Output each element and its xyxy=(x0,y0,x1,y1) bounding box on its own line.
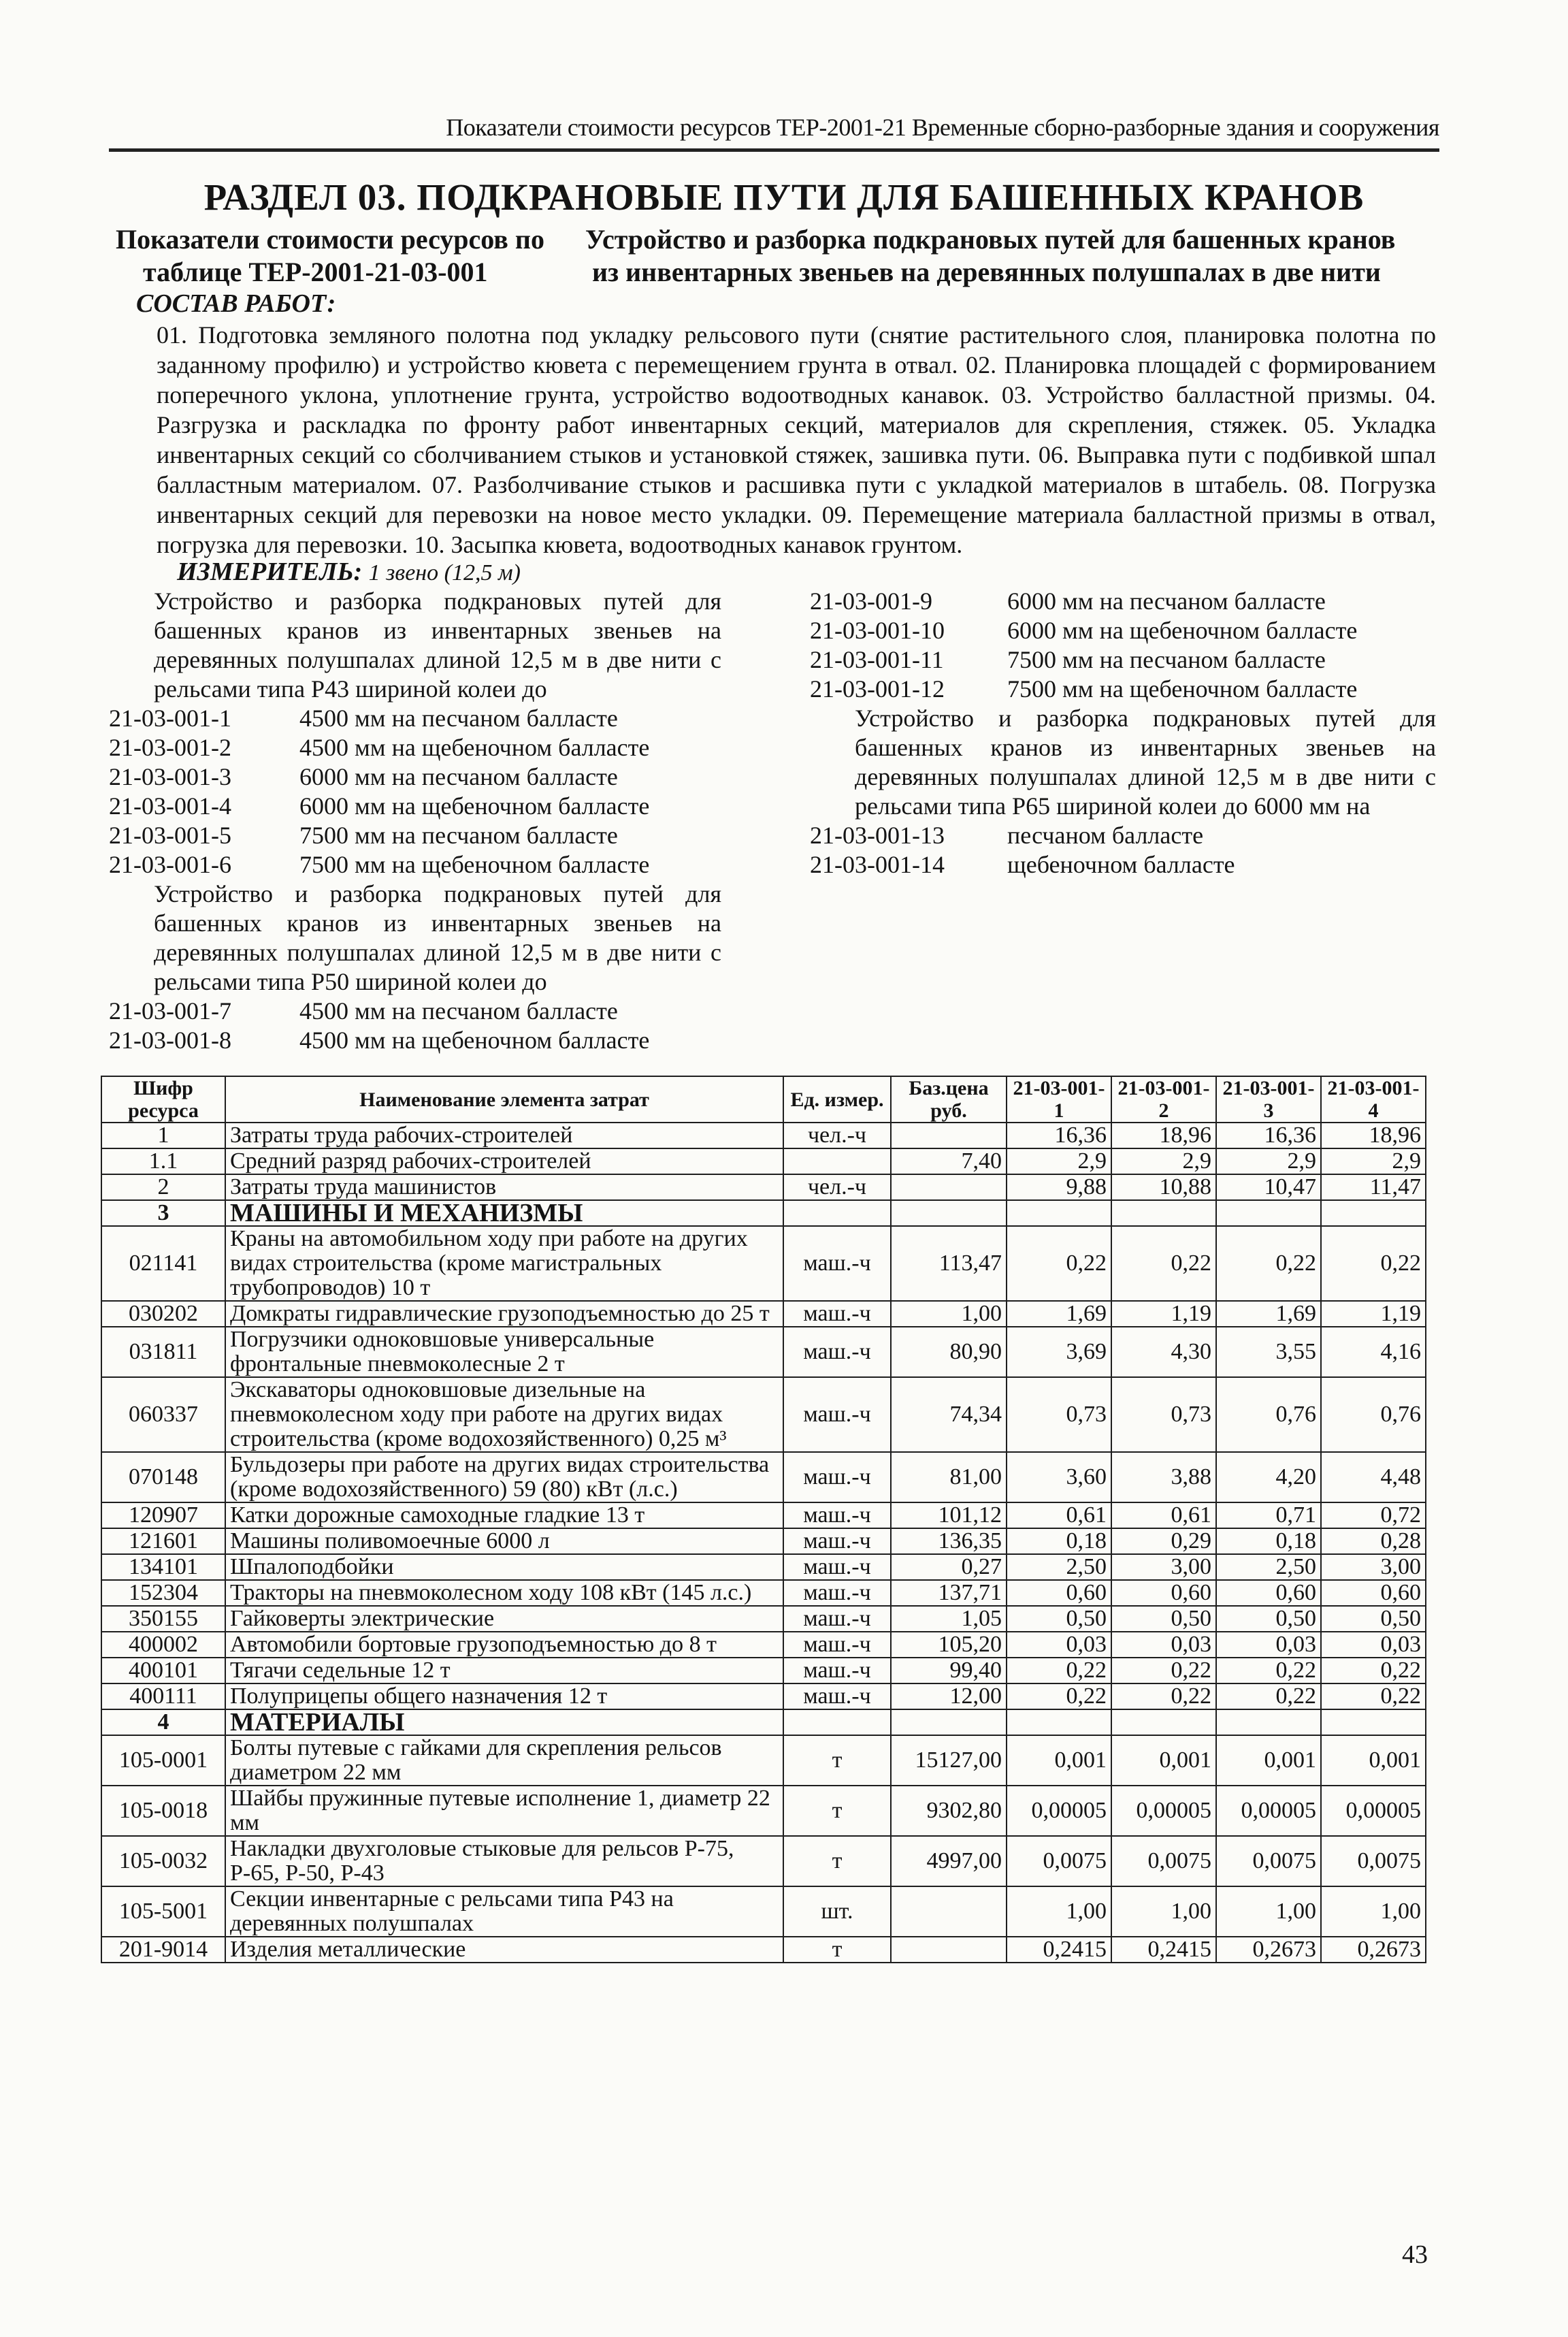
row-value: 1,69 xyxy=(1216,1301,1321,1327)
table-row xyxy=(101,1836,1426,1886)
code-line-desc: 4500 мм на песчаном балласте xyxy=(299,705,618,732)
row-unit: маш.-ч xyxy=(783,1554,891,1580)
row-unit: маш.-ч xyxy=(783,1226,891,1301)
row-unit: маш.-ч xyxy=(783,1606,891,1632)
row-value: 0,03 xyxy=(1111,1632,1216,1658)
row-name: Полуприцепы общего назначения 12 т xyxy=(225,1683,783,1709)
row-value: 0,50 xyxy=(1216,1606,1321,1632)
row-price: 113,47 xyxy=(891,1226,1007,1301)
left-intro-2: Устройство и разборка подкрановых путей для башенных кранов из инвентарных звеньев на деревянных полушпалах длиной 12,5 м в две нити с рельсами типа Р50 шириной колеи до xyxy=(154,880,721,995)
table-row xyxy=(101,1226,1426,1301)
row-name: Краны на автомобильном ходу при работе на других видах строительства (кроме магистральных трубопроводов) 10 т xyxy=(225,1226,783,1301)
row-unit: т xyxy=(783,1786,891,1836)
table-row xyxy=(101,1632,1426,1658)
code-line-desc: 4500 мм на щебеночном балласте xyxy=(299,734,650,761)
row-value: 0,60 xyxy=(1007,1580,1111,1606)
table-group-row xyxy=(101,1200,1426,1226)
row-value: 3,55 xyxy=(1216,1327,1321,1377)
code-line-code: 21-03-001-13 xyxy=(810,822,945,849)
row-value: 0,22 xyxy=(1007,1658,1111,1683)
row-value: 0,61 xyxy=(1007,1502,1111,1528)
row-price: 101,12 xyxy=(891,1502,1007,1528)
row-value: 0,60 xyxy=(1321,1580,1426,1606)
row-name: Автомобили бортовые грузоподъемностью до 8 т xyxy=(225,1632,783,1658)
row-price: 12,00 xyxy=(891,1683,1007,1709)
table-row xyxy=(101,1580,1426,1606)
row-value: 0,22 xyxy=(1007,1683,1111,1709)
code-line xyxy=(109,850,721,880)
row-name: Тягачи седельные 12 т xyxy=(225,1658,783,1683)
row-value xyxy=(1321,1200,1426,1226)
row-value: 0,2415 xyxy=(1111,1937,1216,1963)
row-price: 74,34 xyxy=(891,1377,1007,1452)
caption-left-line2: таблице ТЕР-2001-21-03-001 xyxy=(143,257,488,287)
table-row xyxy=(101,1786,1426,1836)
code-line-code: 21-03-001-12 xyxy=(810,675,945,703)
row-code: 105-0001 xyxy=(101,1735,225,1786)
row-value: 0,00005 xyxy=(1321,1786,1426,1836)
row-value: 0,22 xyxy=(1321,1226,1426,1301)
row-name: Гайковерты электрические xyxy=(225,1606,783,1632)
code-line xyxy=(109,821,721,850)
row-value: 0,60 xyxy=(1111,1580,1216,1606)
row-name: Шпалоподбойки xyxy=(225,1554,783,1580)
row-value: 0,28 xyxy=(1321,1528,1426,1554)
row-value: 10,88 xyxy=(1111,1174,1216,1200)
caption-right-line1: Устройство и разборка подкрановых путей для башенных кранов xyxy=(585,224,1396,255)
table-row xyxy=(101,1735,1426,1786)
code-line-desc: 4500 мм на песчаном балласте xyxy=(299,997,618,1025)
code-line-desc: 7500 мм на щебеночном балласте xyxy=(1007,675,1358,703)
row-value xyxy=(1216,1709,1321,1735)
code-line xyxy=(810,587,1436,616)
row-value: 4,48 xyxy=(1321,1452,1426,1502)
header-code: Шифр ресурса xyxy=(101,1076,225,1123)
row-value: 2,9 xyxy=(1111,1148,1216,1174)
code-line xyxy=(109,704,721,733)
row-code: 4 xyxy=(101,1709,225,1735)
code-line xyxy=(109,792,721,821)
row-value: 0,22 xyxy=(1216,1658,1321,1683)
meter xyxy=(177,557,521,587)
code-line xyxy=(810,821,1436,850)
row-value: 16,36 xyxy=(1007,1123,1111,1148)
row-value: 2,50 xyxy=(1216,1554,1321,1580)
row-unit: маш.-ч xyxy=(783,1327,891,1377)
code-line-code: 21-03-001-9 xyxy=(810,587,932,615)
row-value: 9,88 xyxy=(1007,1174,1111,1200)
row-value: 0,00005 xyxy=(1007,1786,1111,1836)
code-line-code: 21-03-001-2 xyxy=(109,734,231,761)
row-price: 4997,00 xyxy=(891,1836,1007,1886)
row-value xyxy=(1321,1709,1426,1735)
row-code: 105-0032 xyxy=(101,1836,225,1886)
table-group-row xyxy=(101,1709,1426,1735)
code-line-desc: 7500 мм на песчаном балласте xyxy=(1007,646,1326,673)
row-code: 105-0018 xyxy=(101,1786,225,1836)
row-value: 2,9 xyxy=(1321,1148,1426,1174)
row-unit: маш.-ч xyxy=(783,1452,891,1502)
row-value: 0,61 xyxy=(1111,1502,1216,1528)
row-value: 0,29 xyxy=(1111,1528,1216,1554)
row-value: 3,60 xyxy=(1007,1452,1111,1502)
code-line-code: 21-03-001-14 xyxy=(810,851,945,878)
row-code: 031811 xyxy=(101,1327,225,1377)
header-col-1: 21-03-001-1 xyxy=(1007,1076,1111,1123)
row-value: 1,00 xyxy=(1216,1886,1321,1937)
row-unit: т xyxy=(783,1836,891,1886)
row-price: 136,35 xyxy=(891,1528,1007,1554)
resources-table xyxy=(101,1076,1426,1963)
code-line-desc: 6000 мм на щебеночном балласте xyxy=(1007,617,1358,644)
row-value: 3,00 xyxy=(1321,1554,1426,1580)
code-line-code: 21-03-001-4 xyxy=(109,792,231,820)
row-price: 0,27 xyxy=(891,1554,1007,1580)
row-name: Шайбы пружинные путевые исполнение 1, диаметр 22 мм xyxy=(225,1786,783,1836)
row-price xyxy=(891,1200,1007,1226)
row-name: Изделия металлические xyxy=(225,1937,783,1963)
meter-value: 1 звено (12,5 м) xyxy=(368,560,521,585)
row-code: 021141 xyxy=(101,1226,225,1301)
row-value xyxy=(1111,1709,1216,1735)
row-code: 105-5001 xyxy=(101,1886,225,1937)
code-line xyxy=(109,762,721,792)
row-value: 4,30 xyxy=(1111,1327,1216,1377)
row-unit: маш.-ч xyxy=(783,1528,891,1554)
header-unit: Ед. измер. xyxy=(783,1076,891,1123)
row-value: 10,47 xyxy=(1216,1174,1321,1200)
table-row xyxy=(101,1554,1426,1580)
table-row xyxy=(101,1886,1426,1937)
row-value: 0,72 xyxy=(1321,1502,1426,1528)
row-price: 15127,00 xyxy=(891,1735,1007,1786)
row-value: 0,0075 xyxy=(1111,1836,1216,1886)
row-value: 18,96 xyxy=(1111,1123,1216,1148)
code-line xyxy=(810,616,1436,645)
code-line-desc: песчаном балласте xyxy=(1007,822,1204,849)
code-line-code: 21-03-001-3 xyxy=(109,763,231,790)
row-unit xyxy=(783,1200,891,1226)
row-value: 4,16 xyxy=(1321,1327,1426,1377)
row-name: Погрузчики одноковшовые универсальные фронтальные пневмоколесные 2 т xyxy=(225,1327,783,1377)
row-value: 1,00 xyxy=(1007,1886,1111,1937)
row-name: Болты путевые с гайками для скрепления рельсов диаметром 22 мм xyxy=(225,1735,783,1786)
row-unit: чел.-ч xyxy=(783,1123,891,1148)
row-name: Тракторы на пневмоколесном ходу 108 кВт (145 л.с.) xyxy=(225,1580,783,1606)
row-value: 0,76 xyxy=(1216,1377,1321,1452)
row-value: 0,50 xyxy=(1007,1606,1111,1632)
row-price: 1,05 xyxy=(891,1606,1007,1632)
header-col-3: 21-03-001-3 xyxy=(1216,1076,1321,1123)
code-line-desc: щебеночном балласте xyxy=(1007,851,1235,878)
row-value: 0,22 xyxy=(1321,1658,1426,1683)
left-column xyxy=(109,587,721,1055)
row-code: 1 xyxy=(101,1123,225,1148)
row-price: 80,90 xyxy=(891,1327,1007,1377)
row-value: 0,0075 xyxy=(1321,1836,1426,1886)
row-value: 0,22 xyxy=(1111,1226,1216,1301)
code-line-desc: 7500 мм на песчаном балласте xyxy=(299,822,618,849)
row-value: 3,88 xyxy=(1111,1452,1216,1502)
row-value: 0,03 xyxy=(1321,1632,1426,1658)
header-col-2: 21-03-001-2 xyxy=(1111,1076,1216,1123)
row-value: 0,18 xyxy=(1007,1528,1111,1554)
row-value: 2,50 xyxy=(1007,1554,1111,1580)
code-line-code: 21-03-001-10 xyxy=(810,617,945,644)
table-row xyxy=(101,1606,1426,1632)
composition-text: 01. Подготовка земляного полотна под укладку рельсового пути (снятие растительного слоя, планировка полотна по заданному профилю) и устройство кювета с перемещением грунта в отвал. 02. Планировка площадей с формированием поперечного уклона, уплотнение грунта, устройство водоотводных канавок. 03. Устройство балластной призмы. 04. Разгрузка и раскладка по фронту работ инвентарных секций, материалов для скрепления, стяжек. 05. Укладка инвентарных секций со сболчиванием стыков и установкой стяжек, зашивка пути. 06. Выправка пути с подбивкой шпал балластным материалом. 07. Разболчивание стыков и расшивка пути с укладкой материалов в штабель. 08. Погрузка инвентарных секций для перевозки на новое место укладки. 09. Перемещение материала балластной призмы в отвал, погрузка для перевозки. 10. Засыпка кювета, водоотводных канавок грунтом. xyxy=(157,321,1436,558)
table-row xyxy=(101,1452,1426,1502)
row-code: 030202 xyxy=(101,1301,225,1327)
row-value: 0,001 xyxy=(1321,1735,1426,1786)
row-value: 1,69 xyxy=(1007,1301,1111,1327)
code-line-desc: 6000 мм на щебеночном балласте xyxy=(299,792,650,820)
table-header-row xyxy=(101,1076,1426,1123)
row-value: 1,19 xyxy=(1111,1301,1216,1327)
row-value: 0,50 xyxy=(1321,1606,1426,1632)
row-value: 0,22 xyxy=(1216,1226,1321,1301)
row-value: 16,36 xyxy=(1216,1123,1321,1148)
row-value: 0,18 xyxy=(1216,1528,1321,1554)
header-col-4: 21-03-001-4 xyxy=(1321,1076,1426,1123)
code-line-desc: 6000 мм на песчаном балласте xyxy=(299,763,618,790)
row-value: 3,00 xyxy=(1111,1554,1216,1580)
row-code: 2 xyxy=(101,1174,225,1200)
row-price xyxy=(891,1123,1007,1148)
row-value: 0,22 xyxy=(1321,1683,1426,1709)
row-unit: т xyxy=(783,1735,891,1786)
code-line xyxy=(109,1026,721,1055)
row-code: 1.1 xyxy=(101,1148,225,1174)
row-code: 152304 xyxy=(101,1580,225,1606)
row-value: 0,22 xyxy=(1111,1683,1216,1709)
row-value: 0,0075 xyxy=(1007,1836,1111,1886)
caption-right-line2: из инвентарных звеньев на деревянных полушпалах в две нити xyxy=(592,257,1381,287)
row-price: 9302,80 xyxy=(891,1786,1007,1836)
table-row xyxy=(101,1658,1426,1683)
row-price xyxy=(891,1709,1007,1735)
table-row xyxy=(101,1123,1426,1148)
row-value: 0,001 xyxy=(1216,1735,1321,1786)
row-code: 134101 xyxy=(101,1554,225,1580)
row-value: 0,001 xyxy=(1007,1735,1111,1786)
right-column xyxy=(810,587,1436,880)
row-value xyxy=(1007,1709,1111,1735)
row-value: 0,76 xyxy=(1321,1377,1426,1452)
row-value: 18,96 xyxy=(1321,1123,1426,1148)
row-name: Затраты труда рабочих-строителей xyxy=(225,1123,783,1148)
caption-left-line1: Показатели стоимости ресурсов по xyxy=(116,224,544,255)
row-value: 2,9 xyxy=(1216,1148,1321,1174)
row-value: 0,22 xyxy=(1007,1226,1111,1301)
row-price: 81,00 xyxy=(891,1452,1007,1502)
row-code: 121601 xyxy=(101,1528,225,1554)
header-name: Наименование элемента затрат xyxy=(225,1076,783,1123)
row-unit: шт. xyxy=(783,1886,891,1937)
row-value xyxy=(1216,1200,1321,1226)
row-value: 0,50 xyxy=(1111,1606,1216,1632)
row-price xyxy=(891,1886,1007,1937)
code-line-desc: 4500 мм на щебеночном балласте xyxy=(299,1027,650,1054)
code-line xyxy=(109,997,721,1026)
row-value: 0,0075 xyxy=(1216,1836,1321,1886)
table-row xyxy=(101,1377,1426,1452)
row-unit: маш.-ч xyxy=(783,1580,891,1606)
row-price: 105,20 xyxy=(891,1632,1007,1658)
row-name: МАТЕРИАЛЫ xyxy=(225,1709,783,1735)
row-value: 0,00005 xyxy=(1216,1786,1321,1836)
row-code: 400111 xyxy=(101,1683,225,1709)
row-price: 137,71 xyxy=(891,1580,1007,1606)
row-value: 0,03 xyxy=(1007,1632,1111,1658)
table-row xyxy=(101,1502,1426,1528)
row-value: 0,60 xyxy=(1216,1580,1321,1606)
code-line-code: 21-03-001-7 xyxy=(109,997,231,1025)
row-code: 3 xyxy=(101,1200,225,1226)
row-code: 350155 xyxy=(101,1606,225,1632)
row-code: 060337 xyxy=(101,1377,225,1452)
right-intro: Устройство и разборка подкрановых путей для башенных кранов из инвентарных звеньев на деревянных полушпалах длиной 12,5 м в две нити с рельсами типа Р65 шириной колеи до 6000 мм на xyxy=(855,705,1436,820)
row-price: 7,40 xyxy=(891,1148,1007,1174)
row-value: 0,22 xyxy=(1111,1658,1216,1683)
row-code: 120907 xyxy=(101,1502,225,1528)
row-name: Затраты труда машинистов xyxy=(225,1174,783,1200)
row-name: Катки дорожные самоходные гладкие 13 т xyxy=(225,1502,783,1528)
row-value: 11,47 xyxy=(1321,1174,1426,1200)
row-unit xyxy=(783,1709,891,1735)
row-value xyxy=(1111,1200,1216,1226)
row-value: 1,19 xyxy=(1321,1301,1426,1327)
code-line-desc: 6000 мм на песчаном балласте xyxy=(1007,587,1326,615)
composition-title: СОСТАВ РАБОТ: xyxy=(136,289,336,318)
row-value: 0,71 xyxy=(1216,1502,1321,1528)
running-header: Показатели стоимости ресурсов ТЕР-2001-21 Временные сборно-разборные здания и сооружения xyxy=(109,113,1439,152)
row-value: 0,73 xyxy=(1007,1377,1111,1452)
code-line-code: 21-03-001-11 xyxy=(810,646,944,673)
row-unit: маш.-ч xyxy=(783,1502,891,1528)
row-unit: маш.-ч xyxy=(783,1632,891,1658)
row-name: МАШИНЫ И МЕХАНИЗМЫ xyxy=(225,1200,783,1226)
row-price: 99,40 xyxy=(891,1658,1007,1683)
row-unit: чел.-ч xyxy=(783,1174,891,1200)
table-row xyxy=(101,1327,1426,1377)
row-name: Секции инвентарные с рельсами типа Р43 на деревянных полушпалах xyxy=(225,1886,783,1937)
code-line xyxy=(810,675,1436,704)
row-price: 1,00 xyxy=(891,1301,1007,1327)
row-value: 0,00005 xyxy=(1111,1786,1216,1836)
row-name: Средний разряд рабочих-строителей xyxy=(225,1148,783,1174)
row-value: 0,2673 xyxy=(1321,1937,1426,1963)
row-name: Бульдозеры при работе на других видах строительства (кроме водохозяйственного) 59 (80) кВт (л.с.) xyxy=(225,1452,783,1502)
table-row xyxy=(101,1683,1426,1709)
row-value: 0,2415 xyxy=(1007,1937,1111,1963)
code-line-code: 21-03-001-5 xyxy=(109,822,231,849)
row-value: 0,22 xyxy=(1216,1683,1321,1709)
row-price xyxy=(891,1937,1007,1963)
row-code: 201-9014 xyxy=(101,1937,225,1963)
row-code: 400002 xyxy=(101,1632,225,1658)
table-row xyxy=(101,1301,1426,1327)
row-unit: маш.-ч xyxy=(783,1683,891,1709)
row-code: 070148 xyxy=(101,1452,225,1502)
left-intro-1: Устройство и разборка подкрановых путей для башенных кранов из инвентарных звеньев на деревянных полушпалах длиной 12,5 м в две нити с рельсами типа Р43 шириной колеи до xyxy=(154,587,721,703)
code-line-code: 21-03-001-1 xyxy=(109,705,231,732)
row-value: 0,2673 xyxy=(1216,1937,1321,1963)
row-value xyxy=(1007,1200,1111,1226)
row-value: 0,001 xyxy=(1111,1735,1216,1786)
row-name: Экскаваторы одноковшовые дизельные на пневмоколесном ходу при работе на других видах строительства (кроме водохозяйственного) 0,25 м³ xyxy=(225,1377,783,1452)
row-value: 1,00 xyxy=(1111,1886,1216,1937)
row-value: 0,03 xyxy=(1216,1632,1321,1658)
table-row xyxy=(101,1148,1426,1174)
header-price: Баз.цена руб. xyxy=(891,1076,1007,1123)
table-row xyxy=(101,1174,1426,1200)
row-unit: маш.-ч xyxy=(783,1301,891,1327)
code-line-code: 21-03-001-8 xyxy=(109,1027,231,1054)
row-code: 400101 xyxy=(101,1658,225,1683)
row-value: 4,20 xyxy=(1216,1452,1321,1502)
code-line-desc: 7500 мм на щебеночном балласте xyxy=(299,851,650,878)
meter-label: ИЗМЕРИТЕЛЬ: xyxy=(177,558,363,586)
code-line xyxy=(810,850,1436,880)
table-row xyxy=(101,1937,1426,1963)
page-number: 43 xyxy=(1402,2240,1428,2269)
row-value: 2,9 xyxy=(1007,1148,1111,1174)
code-line-code: 21-03-001-6 xyxy=(109,851,231,878)
row-value: 0,73 xyxy=(1111,1377,1216,1452)
row-value: 3,69 xyxy=(1007,1327,1111,1377)
row-name: Домкраты гидравлические грузоподъемностью до 25 т xyxy=(225,1301,783,1327)
code-line xyxy=(109,733,721,762)
row-unit: т xyxy=(783,1937,891,1963)
code-line xyxy=(810,645,1436,675)
row-value: 1,00 xyxy=(1321,1886,1426,1937)
row-unit: маш.-ч xyxy=(783,1377,891,1452)
row-name: Машины поливомоечные 6000 л xyxy=(225,1528,783,1554)
table-row xyxy=(101,1528,1426,1554)
row-price xyxy=(891,1174,1007,1200)
row-unit xyxy=(783,1148,891,1174)
row-name: Накладки двухголовые стыковые для рельсов Р-75, Р-65, Р-50, Р-43 xyxy=(225,1836,783,1886)
section-title: РАЗДЕЛ 03. ПОДКРАНОВЫЕ ПУТИ ДЛЯ БАШЕННЫХ КРАНОВ xyxy=(203,176,1365,218)
row-unit: маш.-ч xyxy=(783,1658,891,1683)
